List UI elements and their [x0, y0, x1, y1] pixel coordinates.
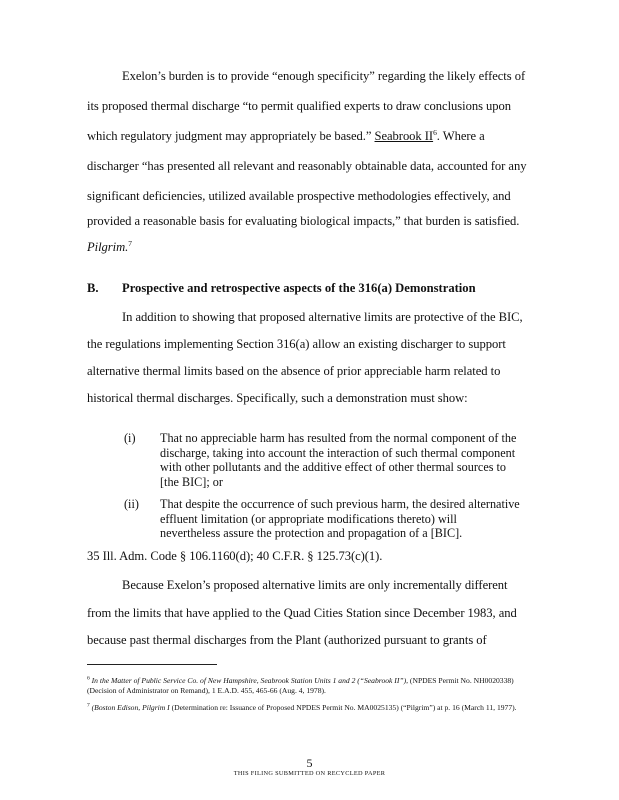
paragraph-line: provided a reasonable basis for evaluating biological impacts,” that burden is satisfied.: [87, 214, 520, 228]
paragraph-line: Exelon’s burden is to provide “enough specificity” regarding the likely effects of: [122, 69, 526, 83]
page-number: 5: [306, 756, 313, 770]
paragraph-line: historical thermal discharges. Specifically, such a demonstration must show:: [87, 391, 468, 405]
quote-item-text: That despite the occurrence of such previous harm, the desired alternative effluent limitation (or appropriate modifications thereto) will nevertheless assure the protection and propagation of a [BIC].: [160, 497, 520, 540]
footnote-number: 7: [87, 702, 90, 709]
paragraph-line: alternative thermal limits based on the absence of prior appreciable harm related to: [87, 364, 501, 378]
footnote-marker: 6: [433, 127, 437, 137]
paragraph-line: Because Exelon’s proposed alternative limits are only incrementally different: [122, 578, 508, 592]
paragraph-line: because past thermal discharges from the Plant (authorized pursuant to grants of: [87, 633, 487, 647]
footnote-marker: 7: [128, 238, 132, 248]
paragraph-line: significant deficiencies, utilized available prospective methodologies effectively, and: [87, 189, 511, 203]
section-label: B.: [87, 281, 99, 295]
footnote-case-name: In the Matter of Public Service Co. of New Hampshire, Seabrook Station Units 1 and 2 (“Seabrook II”),: [91, 676, 409, 685]
paragraph-line: discharger “has presented all relevant and reasonably obtainable data, accounted for any: [87, 159, 527, 173]
paragraph-line: [87, 129, 485, 144]
footnote-text: (Determination re: Issuance of Proposed NPDES Permit No. MA0025135) (“Pilgrim”) at p. 16 (March 11, 1977).: [169, 703, 517, 712]
case-citation: Seabrook II: [374, 129, 434, 143]
section-heading: Prospective and retrospective aspects of the 316(a) Demonstration: [122, 281, 476, 295]
case-name: Pilgrim.: [87, 240, 129, 254]
regulation-citation: 35 Ill. Adm. Code § 106.1160(d); 40 C.F.R. § 125.73(c)(1).: [87, 549, 383, 563]
footnote: [87, 703, 527, 713]
footnote-case-name: (Boston Edison, Pilgrim I: [91, 703, 170, 712]
paragraph-line: its proposed thermal discharge “to permit qualified experts to draw conclusions upon: [87, 99, 512, 113]
footnote-number: 6: [87, 675, 90, 682]
footnote: [87, 676, 527, 696]
footnote-separator: [87, 664, 217, 665]
quote-item-text: That no appreciable harm has resulted from the normal component of the discharge, taking into account the interaction of such thermal component with other pollutants and the additive effect of other thermal sources to [the BIC]; or: [160, 431, 517, 489]
quote-item-label: (i): [124, 431, 136, 445]
quote-item-label: (ii): [124, 497, 139, 511]
paragraph-line: [87, 240, 132, 255]
recycled-paper-notice: THIS FILING SUBMITTED ON RECYCLED PAPER: [233, 770, 386, 777]
paragraph-line: In addition to showing that proposed alternative limits are protective of the BIC,: [122, 310, 523, 324]
paragraph-text: . Where a: [436, 129, 485, 143]
paragraph-text: which regulatory judgment may appropriately be based.”: [87, 129, 375, 143]
paragraph-line: from the limits that have applied to the Quad Cities Station since December 1983, and: [87, 606, 517, 620]
footnote-text: (NPDES Permit No. NH0020338) (Decision of Administrator on Remand), 1 E.A.D. 455, 465-66 (Aug. 4, 1978).: [87, 676, 514, 695]
paragraph-line: the regulations implementing Section 316(a) allow an existing discharger to support: [87, 337, 506, 351]
